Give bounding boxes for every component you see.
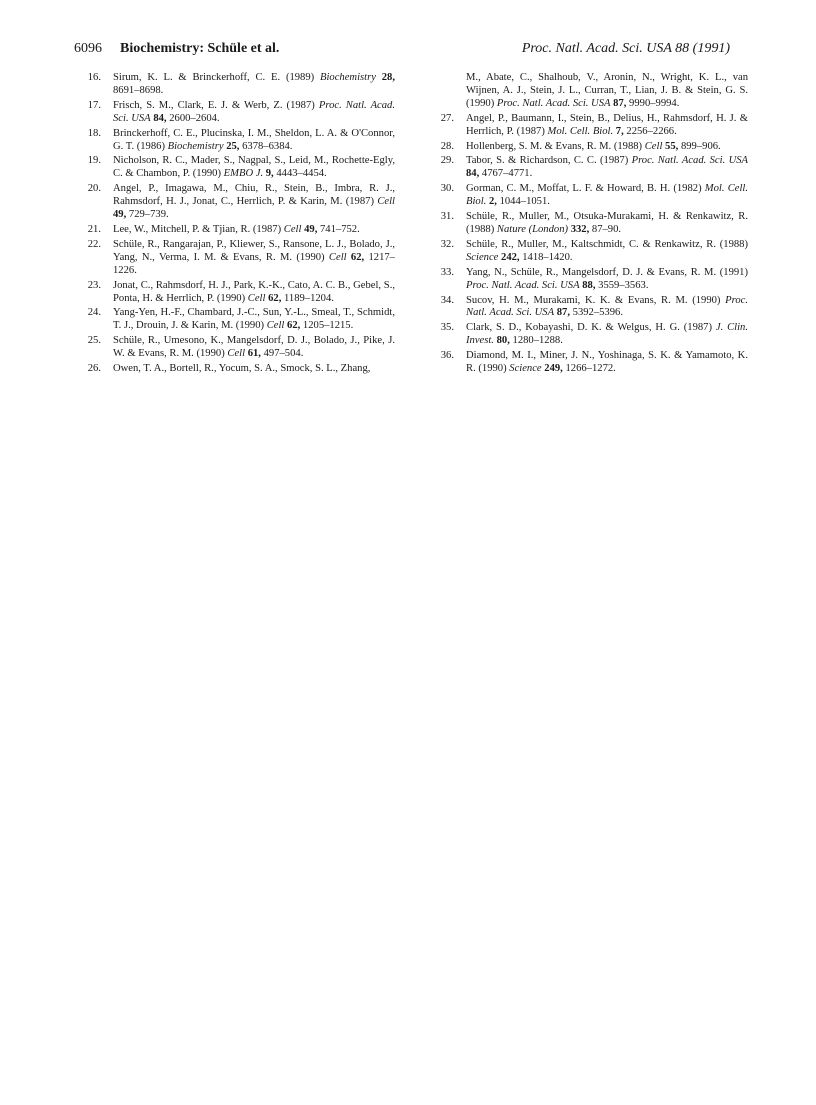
ref-authors: Tabor, S. & Richardson, C. C. (1987) <box>466 155 629 167</box>
ref-authors: Nicholson, R. C., Mader, S., Nagpal, S., Leid, M., Rochette-Egly, C. & Chambon, P. (1990) <box>113 155 395 180</box>
ref-volume: 249, <box>544 363 563 375</box>
ref-volume: 9, <box>265 168 274 180</box>
ref-pages: 1205–1215. <box>302 320 354 332</box>
ref-volume: 25, <box>226 140 240 152</box>
ref-volume: 49, <box>304 223 318 235</box>
ref-pages: 3559–3563. <box>598 279 649 291</box>
ref-volume: 87, <box>556 307 570 319</box>
ref-authors: Schüle, R., Muller, M., Kaltschmidt, C. & Renkawitz, R. (1988) <box>466 238 748 250</box>
page-header <box>74 41 730 61</box>
ref-pages: 899–906. <box>680 140 721 152</box>
ref-journal: J. Clin. Invest. <box>466 322 748 347</box>
ref-journal: Biochemistry <box>167 140 224 152</box>
ref-authors: Schüle, R., Umesono, K., Mangelsdorf, D. J., Bolado, J., Pike, J. W. & Evans, R. M. (1990) <box>113 335 395 360</box>
reference-item <box>83 183 395 222</box>
reference-item <box>436 267 748 293</box>
ref-journal: Proc. Natl. Acad. Sci. USA <box>496 97 611 109</box>
ref-pages: 87–90. <box>591 223 622 235</box>
ref-authors: Sirum, K. L. & Brinckerhoff, C. E. (1989) <box>113 72 315 83</box>
ref-number: 33. <box>440 266 454 278</box>
ref-number: 21. <box>87 223 101 235</box>
references-left-column <box>83 72 395 378</box>
ref-pages: 1217–1226. <box>113 251 395 276</box>
ref-journal: Cell <box>377 196 395 208</box>
ref-volume: 242, <box>501 251 520 263</box>
ref-authors: Yang-Yen, H.-F., Chambard, J.-C., Sun, Y.-L., Smeal, T., Schmidt, T. J., Drouin, J. & Karin, M. (1990) <box>113 307 395 332</box>
ref-volume: 84, <box>466 168 480 180</box>
ref-journal: Mol. Cell. Biol. <box>547 125 614 137</box>
ref-journal: Science <box>509 363 542 375</box>
ref-pages: 4767–4771. <box>481 168 533 180</box>
ref-authors: Jonat, C., Rahmsdorf, H. J., Park, K.-K., Cato, A. C. B., Gebel, S., Ponta, H. & Herrlich, P. (1990) <box>113 279 395 304</box>
ref-journal: Cell <box>227 348 246 360</box>
ref-number: 31. <box>440 211 454 223</box>
ref-volume: 84, <box>153 112 167 124</box>
ref-authors: M., Abate, C., Shalhoub, V., Aronin, N., Wright, K. L., van Wijnen, A. J., Stein, J. L., Curran, T., Lian, J. B. & Stein, G. S. (1990) <box>466 72 748 109</box>
ref-journal: Cell <box>328 251 347 263</box>
reference-item <box>436 155 748 181</box>
reference-item <box>83 307 395 333</box>
ref-authors: Schüle, R., Rangarajan, P., Kliewer, S., Ransone, L. J., Bolado, J., Yang, N., Verma, I. M. & Evans, R. M. (1990) <box>113 238 395 263</box>
references-right-column <box>436 72 748 378</box>
ref-journal: Cell <box>247 292 266 304</box>
ref-volume: 88, <box>582 279 596 291</box>
ref-number: 26. <box>87 363 101 375</box>
ref-journal: Cell <box>266 320 285 332</box>
ref-number: 22. <box>87 238 101 250</box>
ref-number: 19. <box>87 155 101 167</box>
reference-continuation <box>436 72 748 111</box>
ref-pages: 741–752. <box>320 223 360 235</box>
ref-volume: 62, <box>268 292 282 304</box>
references-right-list <box>436 113 748 376</box>
ref-number: 24. <box>87 307 101 319</box>
page-number: 6096 <box>74 41 102 56</box>
ref-volume: 49, <box>113 209 127 221</box>
ref-journal: Proc. Natl. Acad. Sci. USA <box>631 155 748 167</box>
ref-volume: 7, <box>615 125 624 137</box>
ref-journal: Proc. Natl. Acad. Sci. USA <box>113 99 395 124</box>
reference-item <box>83 155 395 181</box>
ref-authors: Owen, T. A., Bortell, R., Yocum, S. A., Smock, S. L., Zhang, <box>113 363 371 375</box>
ref-authors: Gorman, C. M., Moffat, L. F. & Howard, B. H. (1982) <box>466 183 702 195</box>
ref-number: 17. <box>87 99 101 111</box>
reference-item <box>436 211 748 237</box>
reference-item <box>436 350 748 376</box>
reference-item <box>83 224 395 237</box>
ref-authors: Clark, S. D., Kobayashi, D. K. & Welgus, H. G. (1987) <box>466 322 712 334</box>
ref-journal: Mol. Cell. Biol. <box>466 183 748 208</box>
ref-journal: Cell <box>283 223 302 235</box>
ref-number: 27. <box>440 112 454 124</box>
reference-item <box>436 295 748 321</box>
ref-pages: 2256–2266. <box>626 125 677 137</box>
reference-item <box>83 363 395 376</box>
ref-pages: 1280–1288. <box>512 335 563 347</box>
ref-pages: 2600–2604. <box>169 112 220 124</box>
ref-pages: 1044–1051. <box>499 196 550 208</box>
reference-item <box>83 280 395 306</box>
reference-item <box>83 72 395 98</box>
reference-item <box>83 128 395 154</box>
ref-authors: Diamond, M. I., Miner, J. N., Yoshinaga, S. K. & Yamamoto, K. R. (1990) <box>466 350 748 375</box>
ref-authors: Lee, W., Mitchell, P. & Tjian, R. (1987) <box>113 223 282 235</box>
ref-journal: Proc. Natl. Acad. Sci. USA <box>466 294 748 319</box>
reference-item <box>436 141 748 154</box>
ref-number: 29. <box>440 155 454 167</box>
ref-volume: 62, <box>287 320 301 332</box>
ref-volume: 28, <box>381 72 395 83</box>
ref-pages: 4443–4454. <box>276 168 327 180</box>
ref-number: 35. <box>440 322 454 334</box>
ref-journal: Biochemistry <box>320 72 376 83</box>
ref-authors: Yang, N., Schüle, R., Mangelsdorf, D. J. & Evans, R. M. (1991) <box>466 266 748 278</box>
ref-authors: Angel, P., Imagawa, M., Chiu, R., Stein, B., Imbra, R. J., Rahmsdorf, H. J., Jonat, C., Herrlich, P. & Karin, M. (1987) <box>113 183 395 208</box>
reference-item <box>436 322 748 348</box>
ref-volume: 332, <box>570 223 590 235</box>
ref-authors: Angel, P., Baumann, I., Stein, B., Delius, H., Rahmsdorf, H. J. & Herrlich, P. (1987) <box>466 112 748 137</box>
ref-pages: 1189–1204. <box>284 292 334 304</box>
ref-number: 30. <box>440 183 454 195</box>
ref-volume: 61, <box>247 348 261 360</box>
ref-volume: 2, <box>488 196 497 208</box>
reference-item <box>436 113 748 139</box>
reference-item <box>83 100 395 126</box>
ref-number: 36. <box>440 350 454 362</box>
reference-item <box>83 335 395 361</box>
ref-authors: Frisch, S. M., Clark, E. J. & Werb, Z. (1987) <box>113 99 315 111</box>
ref-authors: Schüle, R., Muller, M., Otsuka-Murakami, H. & Renkawitz, R. (1988) <box>466 211 748 235</box>
reference-item <box>83 239 395 278</box>
ref-volume: 87, <box>613 97 627 109</box>
ref-number: 16. <box>87 72 101 83</box>
ref-pages: 9990–9994. <box>629 97 680 109</box>
ref-authors: Hollenberg, S. M. & Evans, R. M. (1988) <box>466 140 643 152</box>
ref-pages: 5392–5396. <box>572 307 623 319</box>
ref-number: 32. <box>440 238 454 250</box>
ref-volume: 62, <box>350 251 365 263</box>
ref-pages: 729–739. <box>128 209 169 221</box>
ref-journal: Nature (London) <box>496 223 569 235</box>
reference-item <box>436 183 748 209</box>
ref-journal: EMBO J. <box>223 168 264 180</box>
ref-volume: 55, <box>665 140 679 152</box>
ref-pages: 8691–8698. <box>113 84 164 96</box>
ref-journal: Cell <box>644 140 663 152</box>
ref-number: 28. <box>440 140 454 152</box>
ref-pages: 497–504. <box>263 348 304 360</box>
ref-pages: 1418–1420. <box>522 251 573 263</box>
journal-citation: Proc. Natl. Acad. Sci. USA 88 (1991) <box>521 41 730 56</box>
ref-number: 25. <box>87 335 101 347</box>
ref-authors: Brinckerhoff, C. E., Plucinska, I. M., Sheldon, L. A. & O'Connor, G. T. (1986) <box>113 127 395 152</box>
ref-journal: Science <box>466 251 499 263</box>
reference-item <box>436 239 748 265</box>
ref-number: 20. <box>87 183 101 195</box>
ref-volume: 80, <box>496 335 510 347</box>
ref-number: 34. <box>440 294 454 306</box>
ref-journal: Proc. Natl. Acad. Sci. USA <box>466 279 580 291</box>
ref-pages: 6378–6384. <box>242 140 293 152</box>
ref-pages: 1266–1272. <box>565 363 616 375</box>
ref-authors: Sucov, H. M., Murakami, K. K. & Evans, R. M. (1990) <box>466 294 721 306</box>
ref-number: 23. <box>87 279 101 291</box>
journal-section: Biochemistry: Schüle et al. <box>120 41 280 56</box>
ref-number: 18. <box>87 127 101 139</box>
